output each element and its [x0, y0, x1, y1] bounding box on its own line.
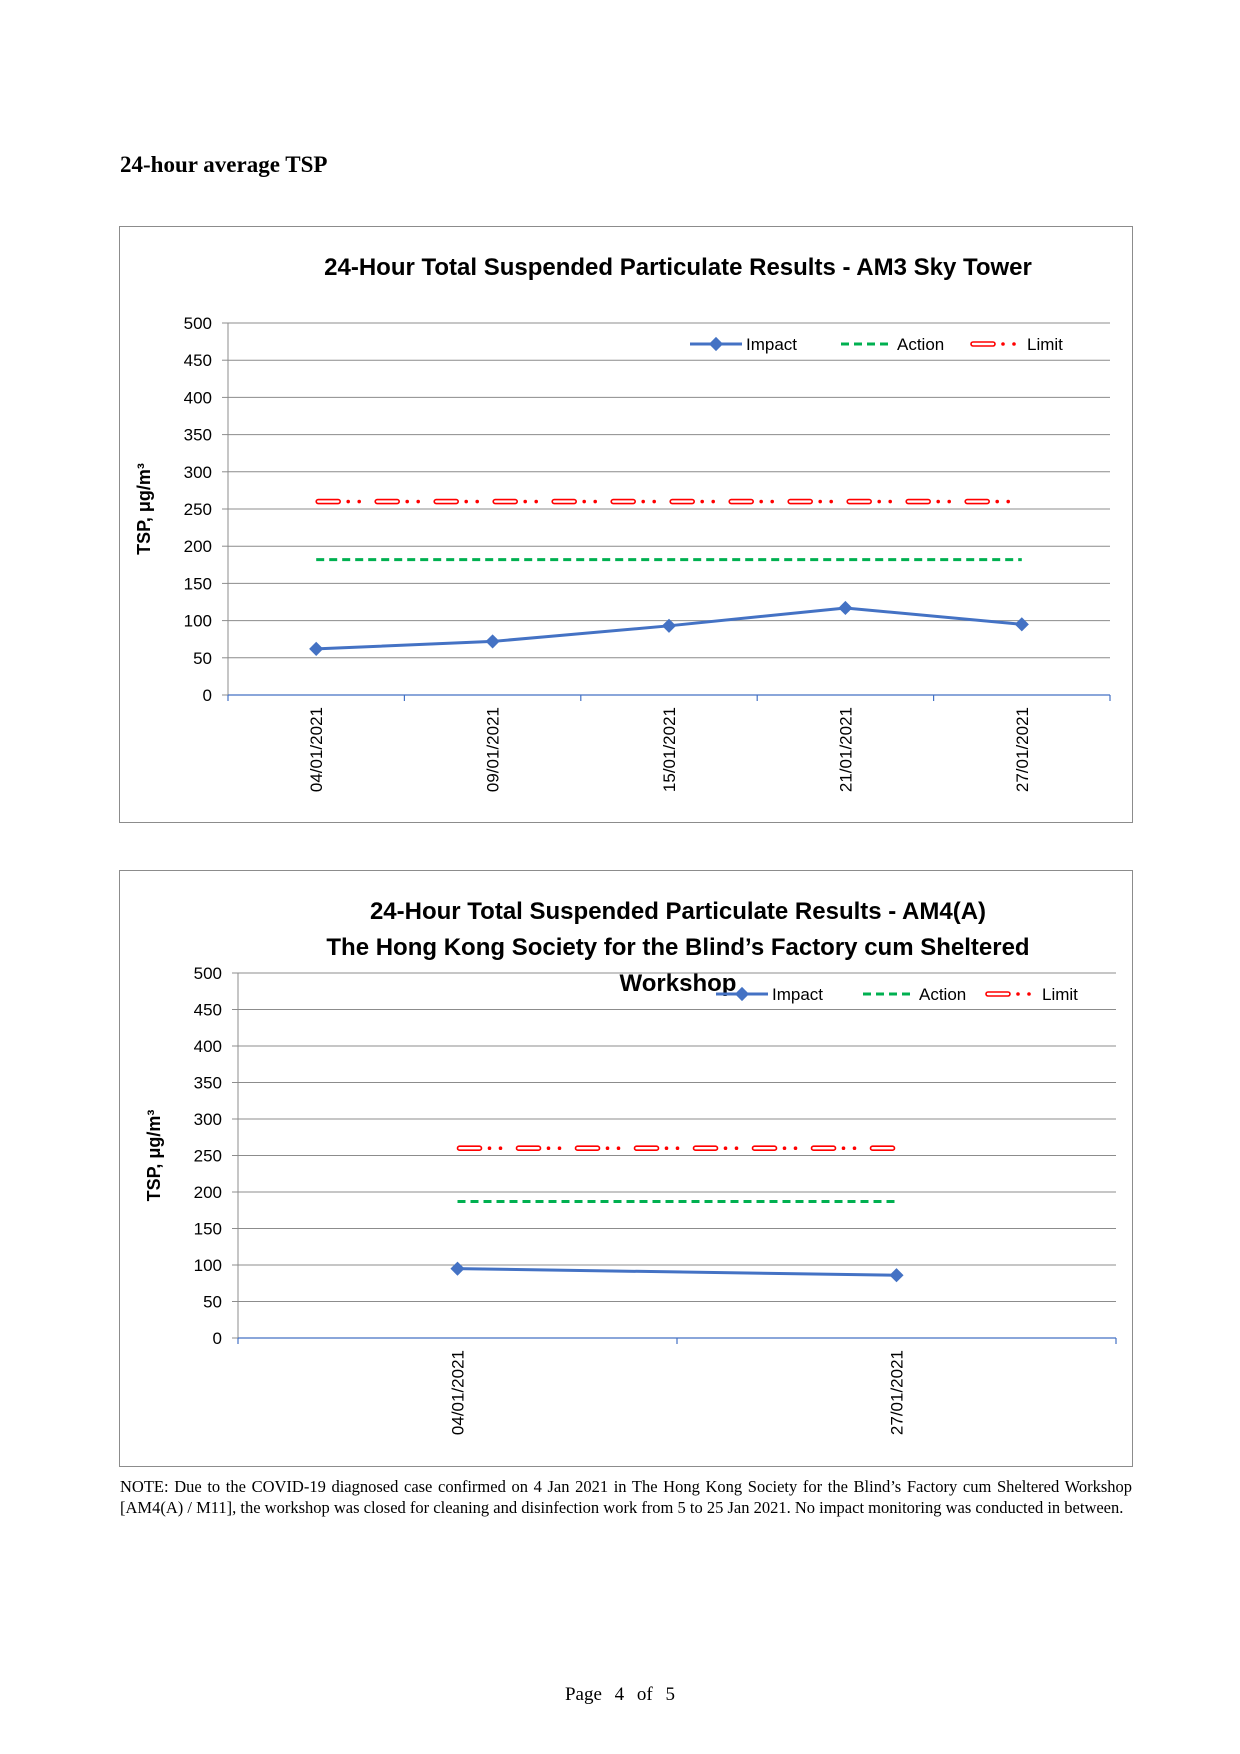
limit-dash	[871, 1146, 895, 1150]
legend-item-limit	[986, 985, 1078, 1004]
limit-dot	[346, 500, 350, 504]
limit-dash	[788, 500, 812, 504]
legend-label: Impact	[746, 335, 798, 354]
y-tick-label: 250	[183, 500, 212, 519]
limit-dot	[936, 500, 940, 504]
limit-dot	[405, 500, 409, 504]
limit-dot	[877, 500, 881, 504]
page-footer	[0, 1684, 1240, 1706]
limit-dot	[416, 500, 420, 504]
footer-page-number: 4	[614, 1684, 625, 1705]
limit-dash	[729, 500, 753, 504]
limit-dash	[611, 500, 635, 504]
limit-dot	[475, 500, 479, 504]
limit-dash	[375, 500, 399, 504]
limit-dash	[694, 1146, 718, 1150]
y-tick-label: 200	[193, 1183, 222, 1202]
limit-dot	[523, 500, 527, 504]
y-tick-label: 50	[193, 648, 212, 668]
limit-dot	[499, 1146, 503, 1150]
y-tick-label: 100	[193, 1256, 222, 1275]
legend-item-impact	[690, 335, 797, 354]
limit-dot	[464, 500, 468, 504]
y-tick-label: 450	[183, 351, 212, 371]
limit-dash	[965, 500, 989, 504]
y-tick-label: 0	[202, 686, 212, 705]
chart-am4a	[119, 870, 1133, 1467]
limit-dot	[735, 1146, 739, 1150]
y-tick-label: 150	[183, 574, 212, 594]
series-limit-line	[316, 500, 1010, 504]
limit-dot	[818, 500, 822, 504]
legend-item-action	[863, 985, 966, 1004]
limit-dot	[888, 500, 892, 504]
limit-dash	[812, 1146, 836, 1150]
limit-dash	[316, 500, 340, 504]
limit-dot	[853, 1146, 857, 1150]
y-tick-label: 250	[193, 1146, 222, 1166]
limit-dot	[652, 500, 656, 504]
limit-dot	[665, 1146, 669, 1150]
limit-dash	[552, 500, 576, 504]
y-axis-title: TSP, μg/m³	[134, 463, 154, 555]
y-tick-label: 400	[193, 1037, 222, 1056]
legend-limit-dot	[1016, 992, 1020, 996]
limit-dash	[493, 500, 517, 504]
limit-dot	[547, 1146, 551, 1150]
chart-title: Workshop	[619, 970, 737, 997]
x-tick-label: 04/01/2021	[448, 1350, 468, 1436]
y-tick-label: 50	[203, 1292, 222, 1312]
limit-dot	[770, 500, 774, 504]
limit-dash	[434, 500, 458, 504]
limit-dash	[753, 1146, 777, 1150]
section-heading: 24-hour average TSP	[120, 152, 328, 177]
chart-am3	[119, 226, 1133, 823]
series-impact-point	[1015, 617, 1029, 631]
limit-dash	[670, 500, 694, 504]
y-tick-label: 0	[212, 1329, 222, 1348]
y-tick-label: 100	[183, 611, 212, 631]
legend-label: Limit	[1042, 985, 1078, 1004]
limit-dot	[488, 1146, 492, 1150]
limit-dash	[906, 500, 930, 504]
legend-label: Limit	[1027, 335, 1063, 354]
y-axis-title: TSP, μg/m³	[144, 1109, 164, 1202]
limit-dot	[606, 1146, 610, 1150]
x-tick-label: 27/01/2021	[887, 1350, 907, 1436]
limit-dot	[842, 1146, 846, 1150]
y-tick-label: 400	[183, 388, 212, 408]
series-impact-point	[450, 1262, 464, 1276]
legend-label: Action	[919, 985, 967, 1004]
y-tick-label: 500	[183, 314, 212, 333]
chart-am3-svg	[120, 227, 1132, 822]
limit-dot	[700, 500, 704, 504]
limit-dash	[458, 1146, 482, 1150]
limit-dot	[357, 500, 361, 504]
x-tick-label: 27/01/2021	[1012, 707, 1032, 793]
legend-limit-dash	[986, 992, 1010, 996]
y-tick-label: 500	[193, 964, 222, 983]
limit-dot	[783, 1146, 787, 1150]
footer-page-label: Page	[564, 1684, 602, 1705]
chart-am4a-svg	[120, 871, 1132, 1466]
limit-dot	[676, 1146, 680, 1150]
limit-dot	[534, 500, 538, 504]
legend-item-limit	[971, 335, 1063, 354]
legend-label: Action	[897, 335, 945, 354]
legend-impact-marker	[735, 987, 749, 1001]
x-tick-label: 09/01/2021	[483, 707, 503, 793]
limit-dot	[593, 500, 597, 504]
y-tick-label: 300	[183, 462, 212, 482]
limit-dot	[794, 1146, 798, 1150]
chart-title: 24-Hour Total Suspended Particulate Results - AM4(A)	[369, 898, 987, 925]
limit-dot	[995, 500, 999, 504]
limit-dot	[641, 500, 645, 504]
y-tick-label: 150	[193, 1219, 222, 1239]
y-tick-label: 300	[193, 1110, 222, 1129]
footer-page-total: 5	[665, 1684, 675, 1705]
series-impact-point	[309, 642, 323, 656]
limit-dash	[847, 500, 871, 504]
limit-dot	[711, 500, 715, 504]
y-tick-label: 450	[193, 1000, 222, 1020]
x-tick-label: 15/01/2021	[660, 707, 679, 793]
legend-label: Impact	[772, 985, 824, 1004]
legend-limit-dot	[1001, 342, 1005, 346]
limit-dot	[617, 1146, 621, 1150]
series-impact-point	[486, 634, 500, 648]
series-impact-line	[458, 1269, 897, 1276]
legend-limit-dot	[1012, 342, 1016, 346]
y-tick-label: 350	[193, 1073, 222, 1093]
legend-limit-dot	[1027, 992, 1031, 996]
series-limit-line	[458, 1146, 895, 1150]
y-tick-label: 200	[183, 537, 212, 557]
limit-dot	[582, 500, 586, 504]
chart-title: The Hong Kong Society for the Blind’s Factory cum Sheltered	[326, 934, 1030, 961]
limit-dot	[558, 1146, 562, 1150]
series-impact-point	[889, 1268, 903, 1282]
legend-impact-marker	[709, 337, 723, 351]
x-tick-label: 04/01/2021	[307, 707, 327, 793]
series-impact-point	[838, 601, 852, 615]
limit-dash	[635, 1146, 659, 1150]
limit-dot	[947, 500, 951, 504]
legend-item-action	[841, 335, 944, 354]
x-tick-label: 21/01/2021	[836, 707, 856, 793]
limit-dot	[724, 1146, 728, 1150]
limit-dot	[829, 500, 833, 504]
limit-dot	[1006, 500, 1010, 504]
y-tick-label: 350	[183, 425, 212, 445]
note-text: NOTE: Due to the COVID-19 diagnosed case confirmed on 4 Jan 2021 in The Hong Kong Society for the Blind’s Factory cum Sheltered Workshop [AM4(A) / M11], the workshop was closed for cleaning and disinfection work from 5 to 25 Jan 2021. No impact monitoring was conducted in between.	[120, 1477, 1132, 1517]
limit-dash	[576, 1146, 600, 1150]
chart-title: 24-Hour Total Suspended Particulate Results - AM3 Sky Tower	[324, 254, 1032, 281]
limit-dash	[517, 1146, 541, 1150]
limit-dot	[759, 500, 763, 504]
footer-of-label: of	[636, 1684, 653, 1705]
legend-limit-dash	[971, 342, 995, 346]
